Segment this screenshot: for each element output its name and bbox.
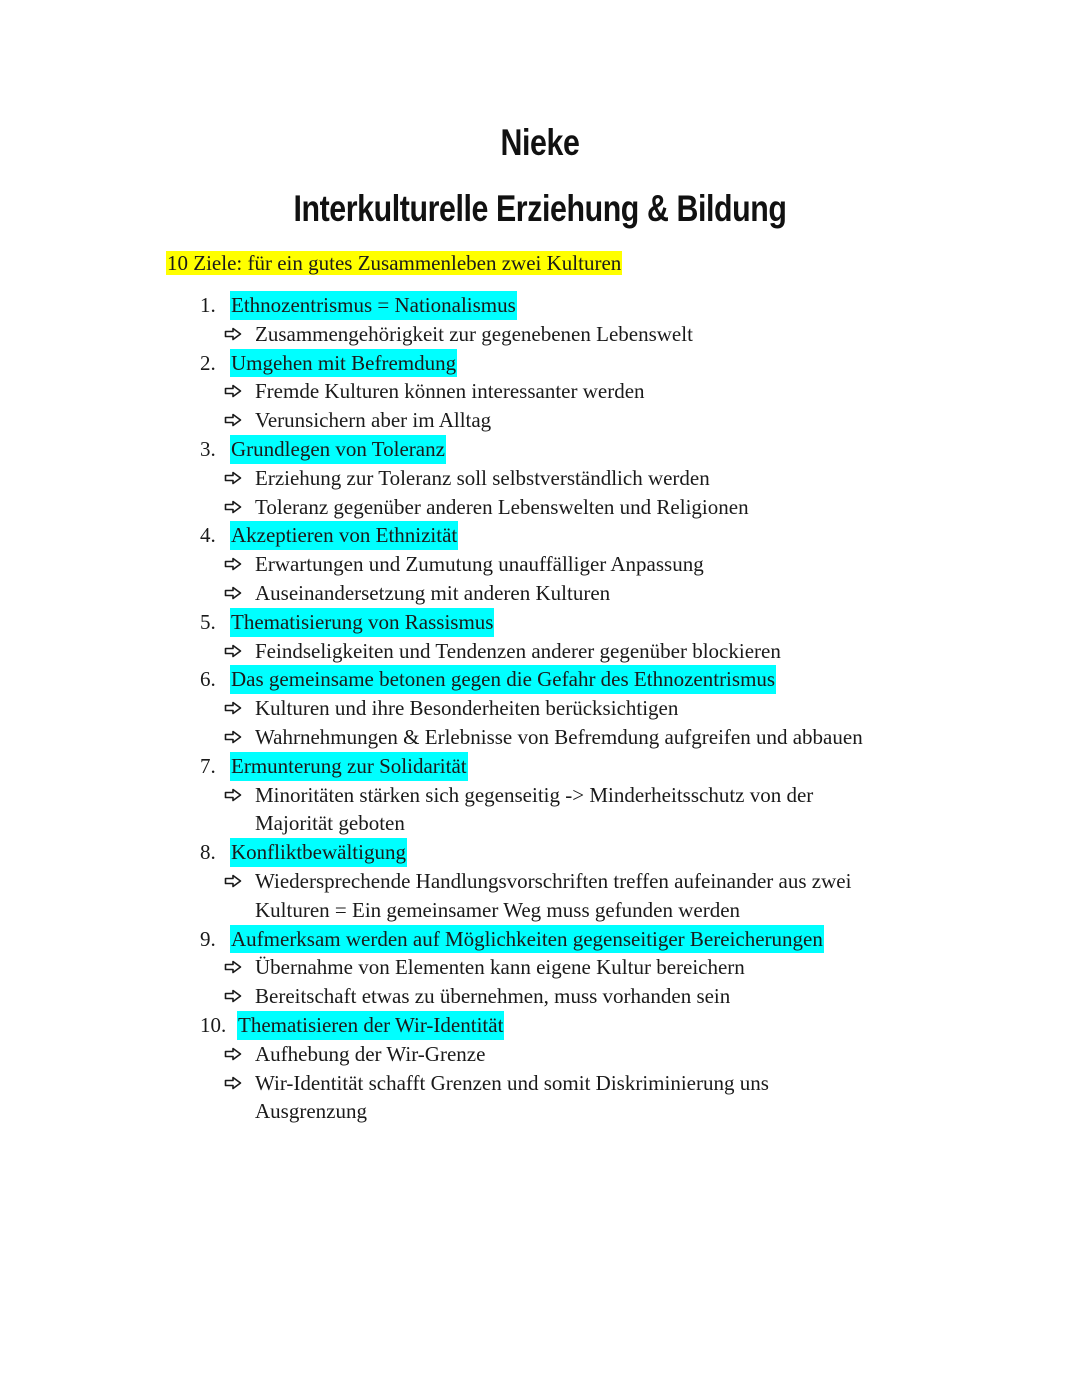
right-arrow-outline-icon	[224, 1069, 246, 1098]
right-arrow-outline-icon	[224, 867, 246, 896]
goal-point	[0, 694, 1080, 723]
goal-heading	[0, 435, 1080, 464]
goal-point-text: Toleranz gegenüber anderen Lebenswelten und Religionen	[255, 494, 749, 519]
goal-point	[0, 1069, 1080, 1127]
goal-item	[0, 752, 1080, 838]
goal-point	[0, 406, 1080, 435]
goal-item	[0, 349, 1080, 435]
document-subtitle: Interkulturelle Erziehung & Bildung	[293, 188, 787, 229]
goal-title: Das gemeinsame betonen gegen die Gefahr des Ethnozentrismus	[230, 665, 776, 694]
goal-point	[0, 982, 1080, 1011]
goal-heading	[0, 665, 1080, 694]
goal-point-text: Minoritäten stärken sich gegenseitig -> Minderheitsschutz von der Majorität geboten	[255, 782, 814, 836]
goal-title: Umgehen mit Befremdung	[230, 349, 457, 378]
right-arrow-outline-icon	[224, 723, 246, 752]
goal-point-text: Feindseligkeiten und Tendenzen anderer gegenüber blockieren	[255, 638, 781, 663]
goal-point	[0, 377, 1080, 406]
goal-heading	[0, 521, 1080, 550]
goal-point	[0, 781, 1080, 839]
goal-point-text: Zusammengehörigkeit zur gegenebenen Lebenswelt	[255, 321, 693, 346]
goal-number: 8.	[200, 840, 216, 865]
goal-point-text: Erziehung zur Toleranz soll selbstverständlich werden	[255, 465, 710, 490]
goal-heading	[0, 1011, 1080, 1040]
goal-item	[0, 435, 1080, 521]
goal-point-text: Erwartungen und Zumutung unauffälliger Anpassung	[255, 552, 704, 577]
goal-heading	[0, 925, 1080, 954]
goal-title: Aufmerksam werden auf Möglichkeiten gegenseitiger Bereicherungen	[230, 925, 824, 954]
goal-point	[0, 320, 1080, 349]
goal-title: Thematisieren der Wir-Identität	[237, 1011, 504, 1040]
goal-item	[0, 665, 1080, 751]
goal-point-text: Aufhebung der Wir-Grenze	[255, 1041, 486, 1066]
goal-title: Ethnozentrismus = Nationalismus	[230, 291, 517, 320]
goal-title: Ermunterung zur Solidarität	[230, 752, 468, 781]
right-arrow-outline-icon	[224, 320, 246, 349]
goal-heading	[0, 752, 1080, 781]
goal-point-text: Bereitschaft etwas zu übernehmen, muss vorhanden sein	[255, 984, 731, 1009]
goal-point	[0, 579, 1080, 608]
goal-item	[0, 608, 1080, 666]
goal-number: 1.	[200, 293, 216, 317]
goal-number: 3.	[200, 436, 216, 461]
goal-number: 4.	[200, 523, 216, 548]
goal-title: Konfliktbewältigung	[230, 838, 407, 867]
goal-point	[0, 867, 1080, 925]
goal-number: 6.	[200, 667, 216, 692]
goal-point-text: Wir-Identität schafft Grenzen und somit Diskriminierung uns Ausgrenzung	[255, 1070, 769, 1124]
right-arrow-outline-icon	[224, 781, 246, 810]
goal-point	[0, 1040, 1080, 1069]
goal-point-text: Fremde Kulturen können interessanter werden	[255, 379, 645, 404]
right-arrow-outline-icon	[224, 579, 246, 608]
goal-number: 2.	[200, 350, 216, 375]
goal-number: 9.	[200, 926, 216, 951]
right-arrow-outline-icon	[224, 406, 246, 435]
goal-heading	[0, 838, 1080, 867]
right-arrow-outline-icon	[224, 493, 246, 522]
intro-line	[166, 249, 622, 277]
goal-point	[0, 637, 1080, 666]
right-arrow-outline-icon	[224, 377, 246, 406]
goal-point-text: Wiedersprechende Handlungsvorschriften treffen aufeinander aus zwei Kulturen = Ein gemeinsamer Weg muss gefunden werden	[255, 868, 852, 922]
intro-highlight: 10 Ziele: für ein gutes Zusammenleben zwei Kulturen	[167, 251, 622, 275]
goal-item	[0, 291, 1080, 349]
goal-point	[0, 723, 1080, 752]
goal-point-text: Übernahme von Elementen kann eigene Kultur bereichern	[255, 955, 745, 980]
goal-item	[0, 838, 1080, 924]
goal-point-text: Wahrnehmungen & Erlebnisse von Befremdung aufgreifen und abbauen	[255, 724, 863, 749]
right-arrow-outline-icon	[224, 1040, 246, 1069]
right-arrow-outline-icon	[224, 953, 246, 982]
right-arrow-outline-icon	[224, 982, 246, 1011]
goal-item	[0, 521, 1080, 607]
goal-point	[0, 493, 1080, 522]
goal-item	[0, 925, 1080, 1011]
right-arrow-outline-icon	[224, 464, 246, 493]
document-title: Nieke	[500, 122, 580, 163]
goal-list	[0, 291, 1080, 1126]
goal-point	[0, 464, 1080, 493]
right-arrow-outline-icon	[224, 694, 246, 723]
goal-heading	[0, 608, 1080, 637]
goal-point	[0, 953, 1080, 982]
goal-point-text: Auseinandersetzung mit anderen Kulturen	[255, 580, 611, 605]
goal-heading	[0, 349, 1080, 378]
goal-point-text: Verunsichern aber im Alltag	[255, 408, 492, 433]
goal-title: Thematisierung von Rassismus	[230, 608, 494, 637]
right-arrow-outline-icon	[224, 637, 246, 666]
goal-title: Grundlegen von Toleranz	[230, 435, 446, 464]
goal-point	[0, 550, 1080, 579]
goal-title: Akzeptieren von Ethnizität	[230, 521, 458, 550]
goal-number: 10.	[200, 1012, 227, 1037]
goal-point-text: Kulturen und ihre Besonderheiten berücksichtigen	[255, 696, 679, 721]
goal-number: 7.	[200, 753, 216, 778]
goal-heading	[0, 291, 1080, 320]
goal-number: 5.	[200, 609, 216, 634]
goal-item	[0, 1011, 1080, 1126]
right-arrow-outline-icon	[224, 550, 246, 579]
